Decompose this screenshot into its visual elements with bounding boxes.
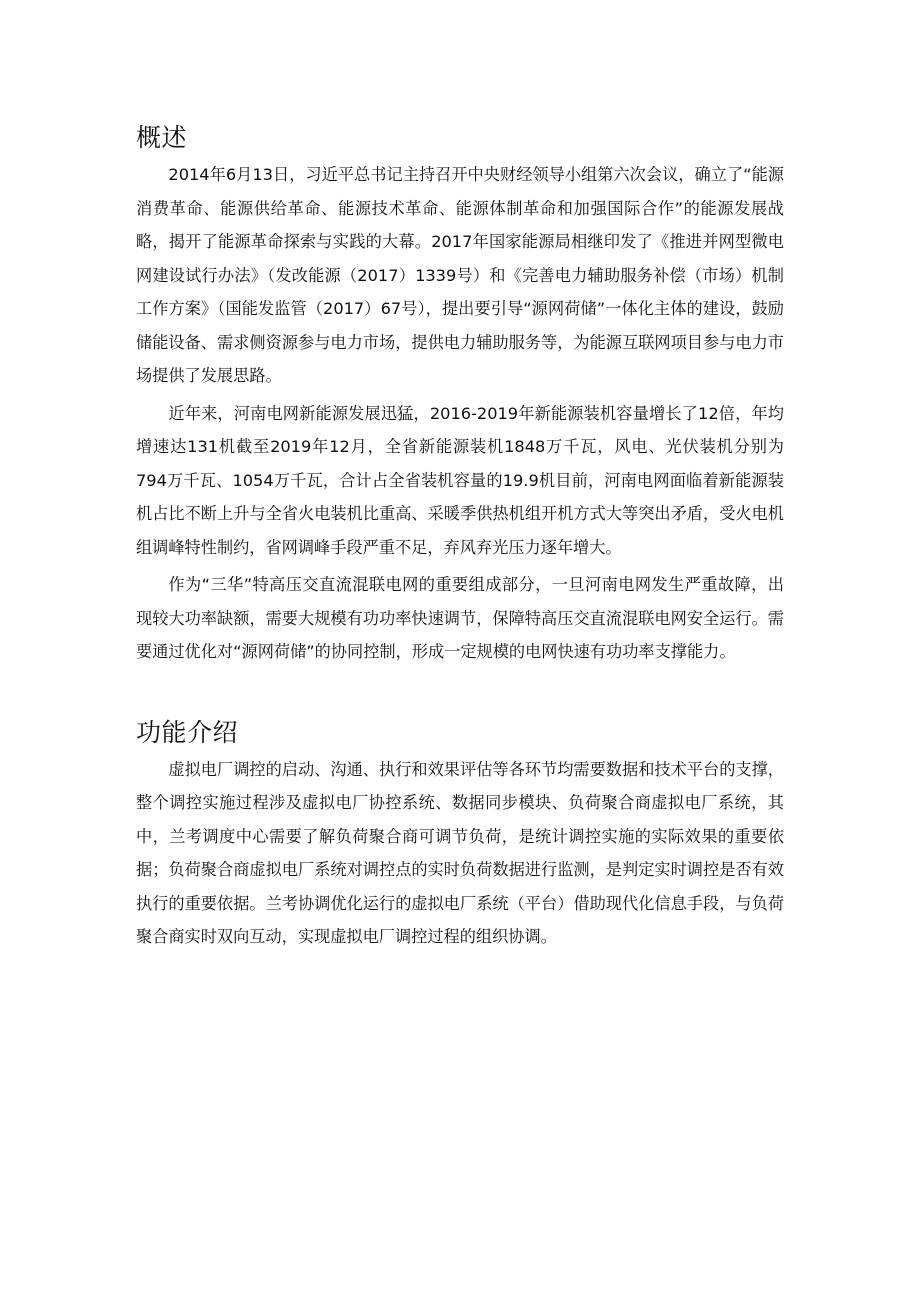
overview-paragraph-1: 2014年6月13日，习近平总书记主持召开中央财经领导小组第六次会议，确立了“能源消费革命、能源供给革命、能源技术革命、能源体制革命和加强国际合作”的能源发展战略，揭开了能源革命探索与实践的大幕。2017年国家能源局相继印发了《推进并网型微电网建设试行办法》（发改能源（2017）1339号）和《完善电力辅助服务补偿（市场）机制工作方案》（国能发监管（2017）67号），提出要引导“源网荷储”一体化主体的建设，鼓励储能设备、需求侧资源参与电力市场，提供电力辅助服务等，为能源互联网项目参与电力市场提供了发展思路。 — [136, 165, 784, 385]
features-paragraph-1: 虚拟电厂调控的启动、沟通、执行和效果评估等各环节均需要数据和技术平台的支撑，整个调控实施过程涉及虚拟电厂协控系统、数据同步模块、负荷聚合商虚拟电厂系统，其中，兰考调度中心需要了解负荷聚合商可调节负荷，是统计调控实施的实际效果的重要依据；负荷聚合商虚拟电厂系统对调控点的实时负荷数据进行监测，是判定实时调控是否有效执行的重要依据。兰考协调优化运行的虚拟电厂系统（平台）借助现代化信息手段，与负荷聚合商实时双向互动，实现虚拟电厂调控过程的组织协调。 — [136, 759, 784, 946]
overview-paragraph-2: 近年来，河南电网新能源发展迅猛，2016-2019年新能源装机容量增长了12倍，年均增速达131机截至2019年12月，全省新能源装机1848万千瓦，风电、光伏装机分别为794万千瓦、1054万千瓦，合计占全省装机容量的19.9机目前，河南电网面临着新能源装机占比不断上升与全省火电装机比重高、采暖季供热机组开机方式大等突出矛盾，受火电机组调峰特性制约，省网调峰手段严重不足，弃风弃光压力逐年增大。 — [136, 403, 784, 557]
section-overview — [136, 118, 784, 669]
document-body — [136, 118, 784, 958]
section-features — [136, 713, 784, 954]
overview-paragraph-3: 作为“三华”特高压交直流混联电网的重要组成部分，一旦河南电网发生严重故障，出现较大功率缺额，需要大规模有功功率快速调节，保障特高压交直流混联电网安全运行。需要通过优化对“源网荷储”的协同控制，形成一定规模的电网快速有功功率支撑能力。 — [136, 575, 784, 661]
section-title-overview: 概述 — [136, 123, 188, 152]
section-title-features: 功能介绍 — [136, 717, 239, 747]
